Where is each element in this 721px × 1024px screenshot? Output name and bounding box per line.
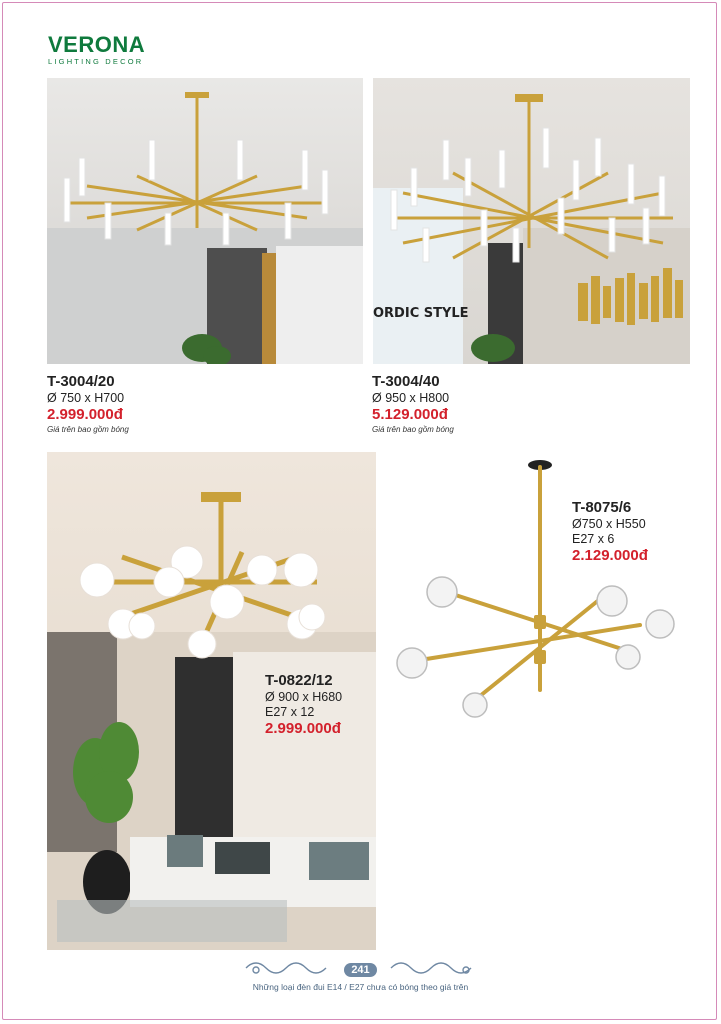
product-t3004-20 xyxy=(47,373,129,436)
product-note: Giá trên bao gồm bóng xyxy=(47,425,129,434)
product-t0822-12 xyxy=(265,672,342,738)
chandelier-t3004-20-image xyxy=(47,78,363,364)
product-bulbs: E27 x 6 xyxy=(572,532,615,546)
product-t8075-6 xyxy=(572,499,648,565)
product-code: T-0822/12 xyxy=(265,672,333,689)
product-price: 2.999.000đ xyxy=(47,406,123,423)
product-price: 2.129.000đ xyxy=(572,547,648,564)
page-footer xyxy=(0,958,721,992)
product-size: Ø 900 x H680 xyxy=(265,690,343,704)
product-price: 2.999.000đ xyxy=(265,720,341,737)
product-price: 5.129.000đ xyxy=(372,406,448,423)
photo-caption: ORDIC STYLE xyxy=(373,306,469,321)
product-t3004-40 xyxy=(372,373,454,436)
chandelier-t3004-40-image xyxy=(373,78,690,364)
footer-note: Những loại đèn đui E14 / E27 chưa có bóng theo giá trên xyxy=(252,982,469,992)
brand-logo xyxy=(48,34,145,66)
product-photo-t3004-40 xyxy=(373,78,690,364)
product-photo-t3004-20 xyxy=(47,78,363,364)
brand-name: VERONA xyxy=(48,32,146,57)
product-bulbs: E27 x 12 xyxy=(265,705,315,719)
product-note: Giá trên bao gồm bóng xyxy=(372,425,454,434)
chandelier-t8075-6-image xyxy=(390,455,690,725)
page-number: 241 xyxy=(344,963,376,977)
product-size: Ø 950 x H800 xyxy=(372,391,450,405)
product-code: T-3004/40 xyxy=(372,373,440,390)
product-size: Ø750 x H550 xyxy=(572,517,646,531)
brand-tagline: LIGHTING DECOR xyxy=(48,57,144,66)
product-size: Ø 750 x H700 xyxy=(47,391,125,405)
product-code: T-3004/20 xyxy=(47,373,115,390)
product-code: T-8075/6 xyxy=(572,499,632,516)
